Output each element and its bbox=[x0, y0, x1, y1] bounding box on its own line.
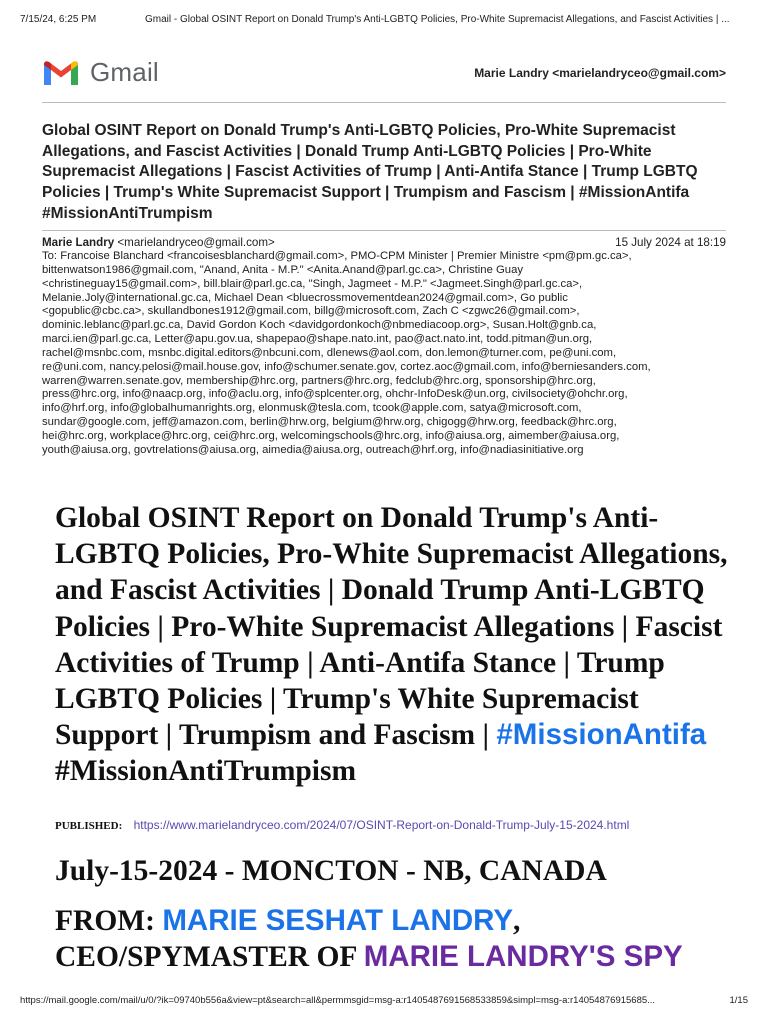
recipients-line: <gopublic@cbc.ca>, skullandbones1912@gmail.com, billg@microsoft.com, Zach C <zgwc26@gmail.com>, bbox=[42, 305, 580, 318]
print-page-title: Gmail - Global OSINT Report on Donald Trump's Anti-LGBTQ Policies, Pro-White Supremacist Allegations, and Fascist Activities | ... bbox=[145, 14, 730, 25]
recipients-line: hei@hrc.org, workplace@hrc.org, cei@hrc.org, welcomingschools@hrc.org, info@aiusa.org, aimember@aiusa.org, bbox=[42, 429, 620, 442]
organization-link[interactable]: MARIE LANDRY'S SPY bbox=[363, 940, 683, 973]
recipients-line: rachel@msnbc.com, msnbc.digital.editors@nbcuni.com, dlenews@aol.com, don.lemon@turner.com, pe@uni.com, bbox=[42, 346, 617, 359]
recipients-line: sundar@google.com, jeff@amazon.com, berlin@hrw.org, belgium@hrw.org, chigogg@hrw.org, feedback@hrc.org, bbox=[42, 416, 617, 429]
published-url-link[interactable]: https://www.marielandryceo.com/2024/07/OSINT-Report-on-Donald-Trump-July-15-2024.html bbox=[133, 818, 630, 832]
recipients-line: To: Francoise Blanchard <francoisesblanchard@gmail.com>, PMO-CPM Minister | Premier Ministre <pm@pm.gc.ca>, bbox=[42, 250, 632, 262]
recipients-line: <christineguay15@gmail.com>, bill.blair@parl.gc.ca, "Singh, Jagmeet - M.P." <Jagmeet.Singh@parl.gc.ca>, bbox=[42, 277, 583, 290]
recipients-line: Melanie.Joly@international.gc.ca, Michael Dean <bluecrossmovementdean2024@gmail.com>, Go public bbox=[42, 291, 568, 304]
sender-name: Marie Landry bbox=[42, 236, 115, 249]
recipients-line: re@uni.com, nancy.pelosi@mail.house.gov, info@schumer.senate.gov, cortez.aoc@gmail.com, info@berniesanders.com, bbox=[42, 360, 651, 373]
from-comma: , bbox=[513, 905, 521, 937]
from-label: FROM: bbox=[55, 905, 163, 937]
gmail-m-icon bbox=[42, 58, 80, 87]
published-line bbox=[55, 818, 629, 832]
email-subject: Global OSINT Report on Donald Trump's Anti-LGBTQ Policies, Pro-White Supremacist Allegations, and Fascist Activities | Donald Trump Anti-LGBTQ Policies | Pro-White Supremacist Allegations | Fascist Activities of Trump | Anti-Antifa Stance | Trump LGBTQ Policies | Trump's White Supremacist Support | Trumpism and Fascism | #MissionAntifa #MissionAntiTrumpism bbox=[42, 122, 698, 222]
recipients-line: dominic.leblanc@parl.gc.ca, David Gordon Koch <davidgordonkoch@nbmediacoop.org>, Susan.Holt@gnb.ca, bbox=[42, 319, 597, 332]
recipients-list bbox=[42, 250, 732, 458]
from-line bbox=[55, 903, 745, 975]
gmail-wordmark: Gmail bbox=[90, 57, 159, 87]
gmail-logo[interactable] bbox=[42, 57, 159, 88]
page-number: 1/15 bbox=[729, 995, 748, 1006]
dateline: July-15-2024 - MONCTON - NB, CANADA bbox=[55, 855, 607, 887]
report-title-end: #MissionAntiTrumpism bbox=[55, 755, 357, 788]
recipients-line: press@hrc.org, info@naacp.org, info@aclu.org, info@splcenter.org, ohchr-InfoDesk@un.org, civilsociety@ohchr.org, bbox=[42, 388, 628, 401]
sender-row bbox=[42, 236, 726, 249]
account-identity: Marie Landry <marielandryceo@gmail.com> bbox=[474, 66, 726, 80]
recipients-line: marci.ien@parl.gc.ca, Letter@apu.gov.ua, shapepao@shape.nato.int, pao@act.nato.int, todd.pitman@un.org, bbox=[42, 333, 593, 346]
recipients-line: info@hrf.org, info@globalhumanrights.org, elonmusk@tesla.com, tcook@apple.com, satya@microsoft.com, bbox=[42, 402, 582, 415]
published-label: PUBLISHED: bbox=[55, 820, 123, 832]
print-footer-url: https://mail.google.com/mail/u/0/?ik=09740b556a&view=pt&search=all&permmsgid=msg-a:r1405487691568533859&simpl=msg-a:r14054876915685... bbox=[20, 995, 656, 1006]
report-title-text: Global OSINT Report on Donald Trump's Anti-LGBTQ Policies, Pro-White Supremacist Allegations, and Fascist Activities | Donald Trump Anti-LGBTQ Policies | Pro-White Supremacist Allegations | Fascist Activities of Trump | Anti-Antifa Stance | Trump LGBTQ Policies | Trump's White Supremacist Support | Trumpism and Fascism | bbox=[55, 502, 728, 752]
sender-email: <marielandryceo@gmail.com> bbox=[117, 236, 275, 249]
message-date: 15 July 2024 at 18:19 bbox=[615, 236, 726, 249]
report-title bbox=[55, 500, 735, 790]
author-name-link[interactable]: MARIE SESHAT LANDRY bbox=[162, 904, 514, 937]
subject-divider bbox=[42, 230, 726, 231]
recipients-line: bittenwatson1986@gmail.com, "Anand, Anita - M.P." <Anita.Anand@parl.gc.ca>, Christine Guay bbox=[42, 263, 523, 276]
recipients-line: youth@aiusa.org, govtrelations@aiusa.org, aimedia@aiusa.org, outreach@hrf.org, info@nadiasinitiative.org bbox=[42, 443, 584, 456]
hashtag-mission-antifa-link[interactable]: #MissionAntifa bbox=[496, 718, 707, 752]
recipients-line: warren@warren.senate.gov, membership@hrc.org, partners@hrc.org, fedclub@hrc.org, sponsorship@hrc.org, bbox=[42, 374, 596, 387]
print-timestamp: 7/15/24, 6:25 PM bbox=[20, 14, 97, 25]
author-role: CEO/SPYMASTER OF bbox=[55, 941, 364, 973]
header-divider bbox=[42, 102, 726, 103]
